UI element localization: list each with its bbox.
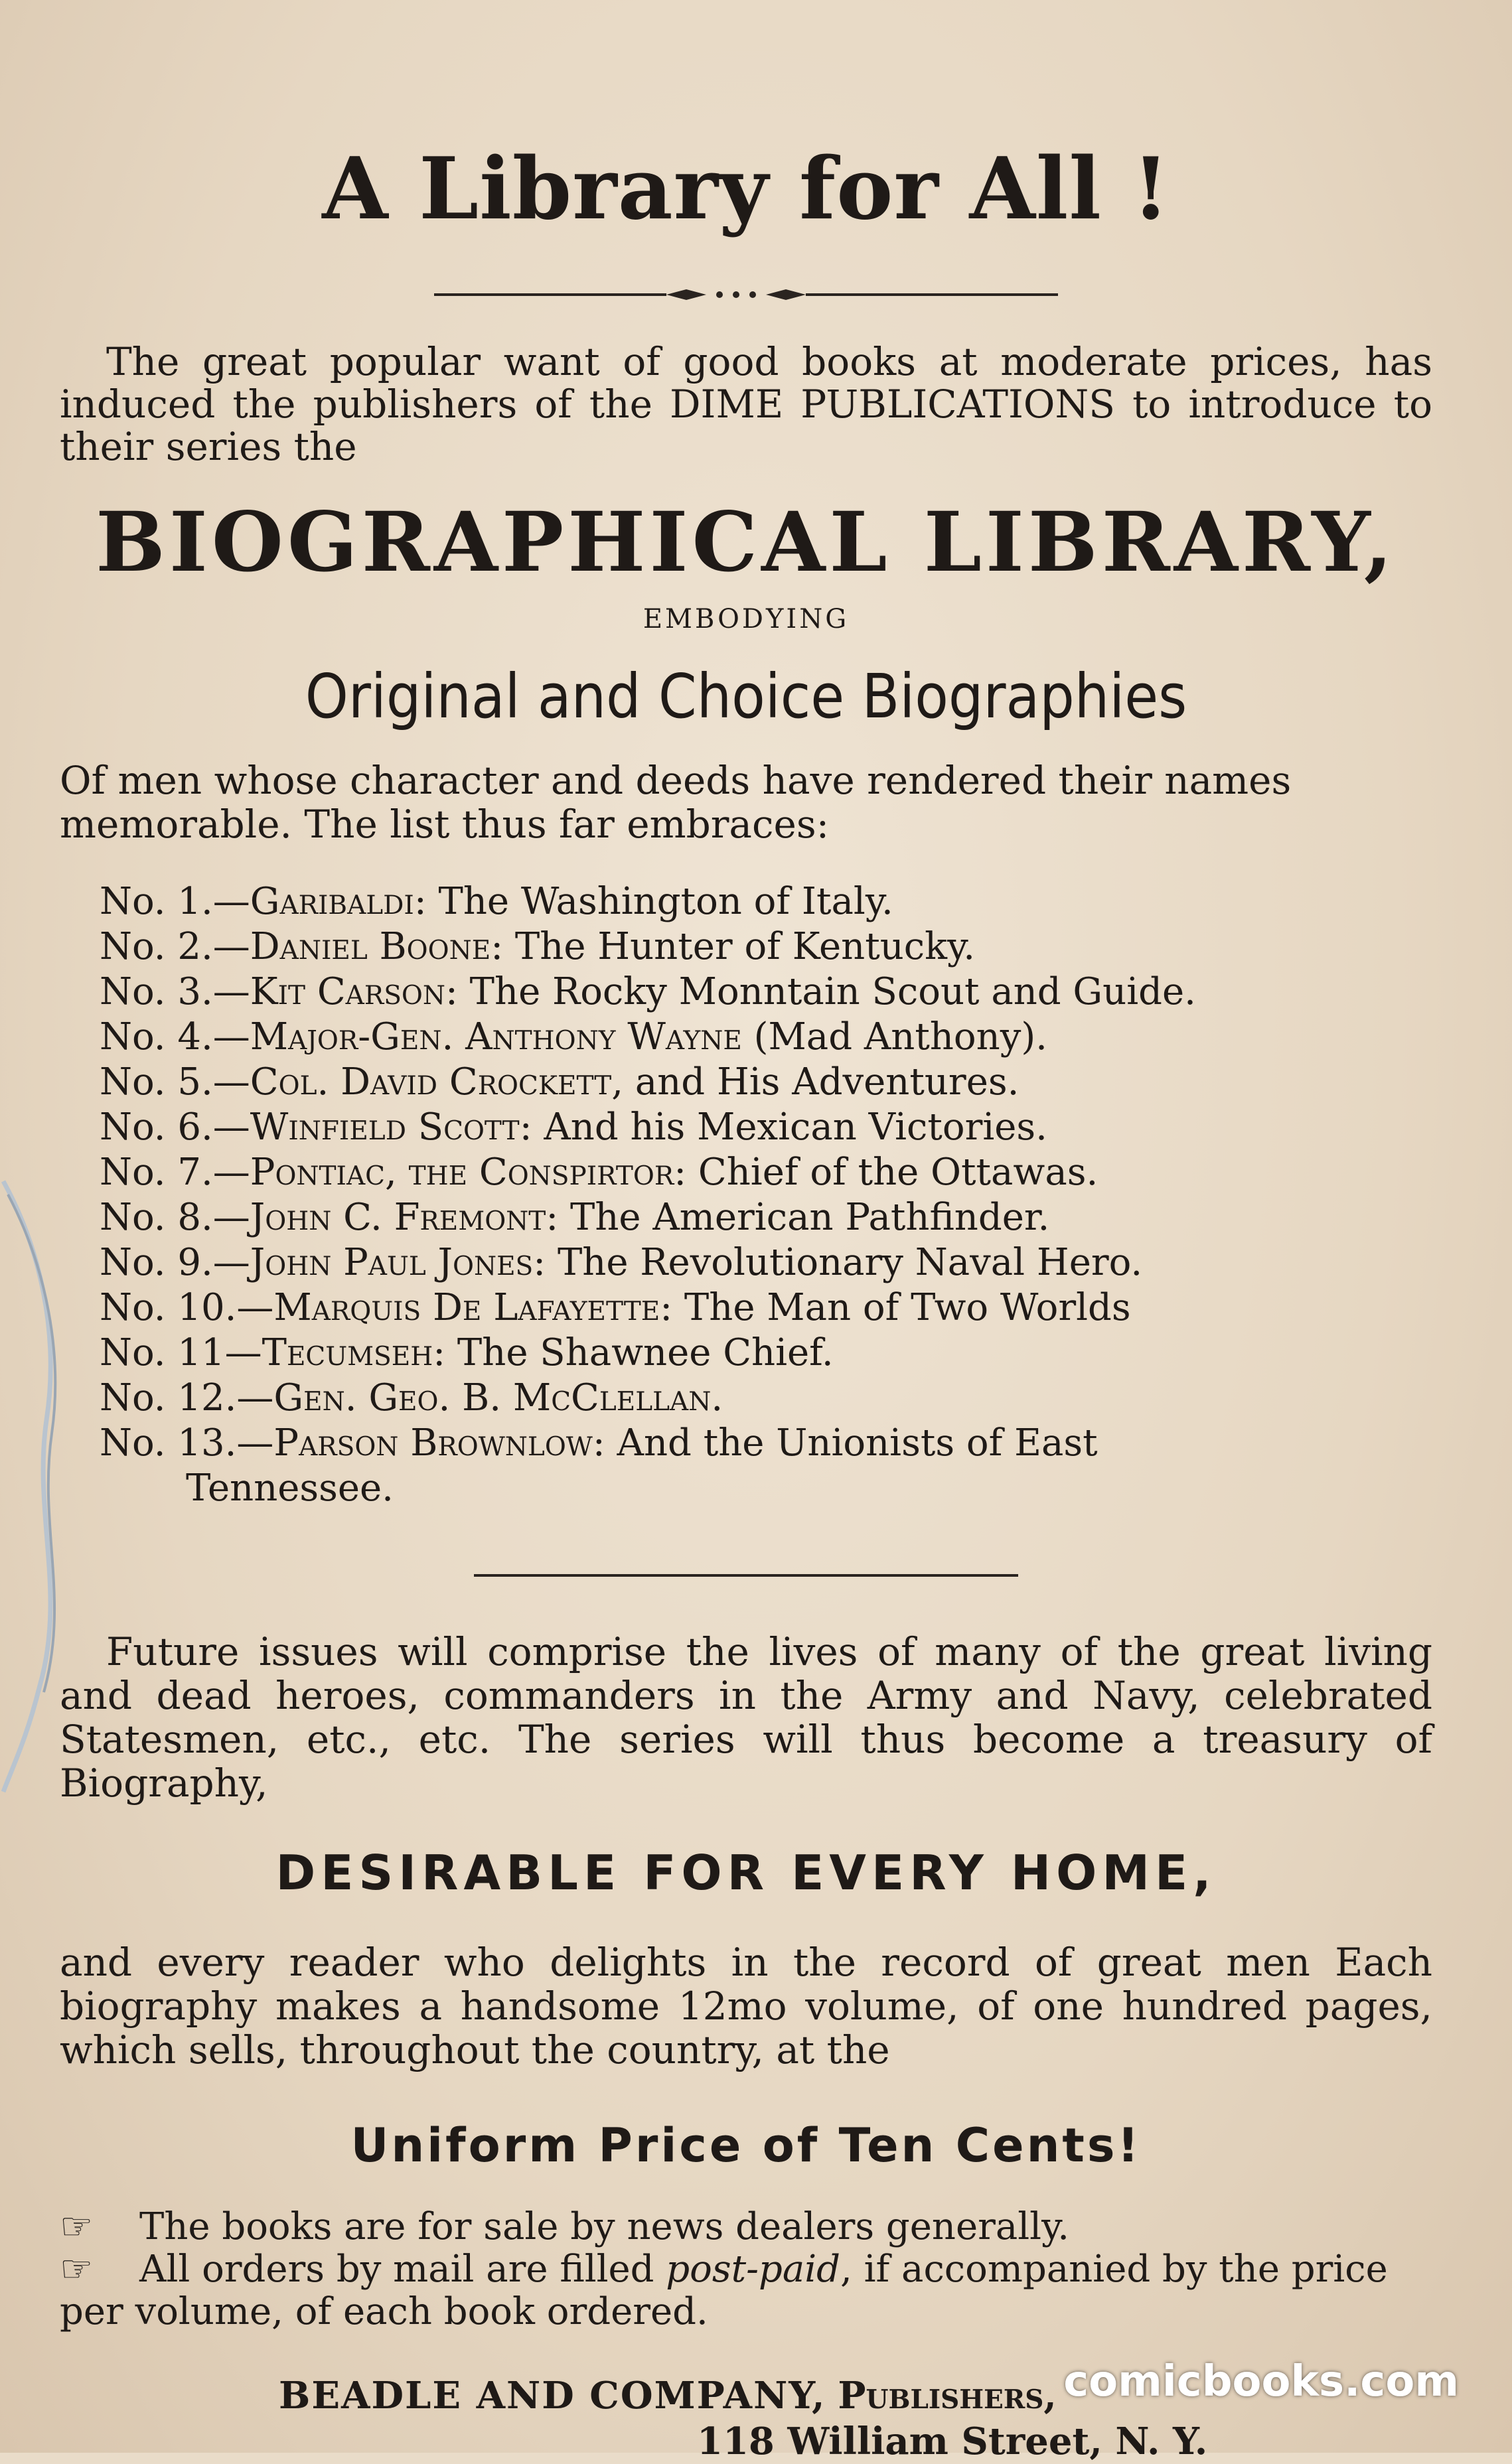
intro-paragraph: The great popular want of good books at moderate prices, has induced the publishers of the DIME PUBLICATIONS to introduce to their series the [60, 339, 1432, 469]
page-title: A Library for All ! [322, 139, 1170, 239]
list-item: No. 7.—Pontiac, the Conspirtor: Chief of the Ottawas. [100, 1151, 1098, 1194]
ornament-rule [434, 285, 1058, 304]
list-item: No. 10.—Marquis De Lafayette: The Man of Two Worlds [100, 1286, 1131, 1329]
men-paragraph: Of men whose character and deeds have rendered their names memorable. The list thus far embraces: [60, 758, 1292, 847]
binding-thread [0, 1168, 73, 1798]
library-title: BIOGRAPHICAL LIBRARY, [96, 494, 1397, 591]
publisher-name: BEADLE AND COMPANY, [279, 2374, 826, 2418]
list-item: No. 13.—Parson Brownlow: And the Unionists of East [100, 1421, 1098, 1465]
subtitle: Original and Choice Biographies [305, 661, 1187, 732]
pointing-hand-icon: ☞ [60, 2205, 94, 2248]
list-item: No. 1.—Garibaldi: The Washington of Italy. [100, 880, 893, 923]
list-item-continuation: Tennessee. [186, 1467, 394, 1510]
publisher-address: 118 William Street, N. Y. [697, 2420, 1208, 2463]
embodying-label: EMBODYING [643, 604, 850, 634]
list-item: No. 2.—Daniel Boone: The Hunter of Kentucky. [100, 925, 976, 968]
note-dealers: ☞ The books are for sale by news dealers generally. [60, 2205, 1070, 2248]
pointing-hand-icon: ☞ [60, 2248, 94, 2291]
divider [474, 1574, 1018, 1577]
future-paragraph: Future issues will comprise the lives of many of the great living and dead heroes, commanders in the Army and Navy, celebrated Statesmen, etc., etc. The series will thus become a treasury of Biography, [60, 1629, 1432, 1806]
list-item: No. 8.—John C. Fremont: The American Pathfinder. [100, 1196, 1050, 1239]
list-item: No. 5.—Col. David Crockett, and His Adventures. [100, 1060, 1020, 1104]
note-mail-orders: ☞ All orders by mail are filled post-paid, if accompanied by the price per volume, of each book ordered. [60, 2248, 1388, 2333]
list-item: No. 12.—Gen. Geo. B. McClellan. [100, 1376, 723, 1419]
publisher-label: Publishers, [838, 2374, 1057, 2418]
list-item: No. 3.—Kit Carson: The Rocky Monntain Scout and Guide. [100, 970, 1196, 1013]
every-reader-paragraph: and every reader who delights in the record of great men Each biography makes a handsome 12mo volume, of one hundred pages, which sells, throughout the country, at the [60, 1940, 1432, 2072]
uniform-price-heading: Uniform Price of Ten Cents! [350, 2118, 1142, 2173]
list-item: No. 9.—John Paul Jones: The Revolutionary Naval Hero. [100, 1241, 1143, 1284]
list-item: No. 6.—Winfield Scott: And his Mexican Victories. [100, 1106, 1047, 1149]
biography-list [60, 879, 1432, 1511]
watermark: comicbooks.com [1063, 2357, 1459, 2406]
list-item: No. 11—Tecumseh: The Shawnee Chief. [100, 1331, 834, 1374]
list-item: No. 4.—Major-Gen. Anthony Wayne (Mad Anthony). [100, 1015, 1047, 1058]
desirable-heading: DESIRABLE FOR EVERY HOME, [275, 1845, 1217, 1901]
